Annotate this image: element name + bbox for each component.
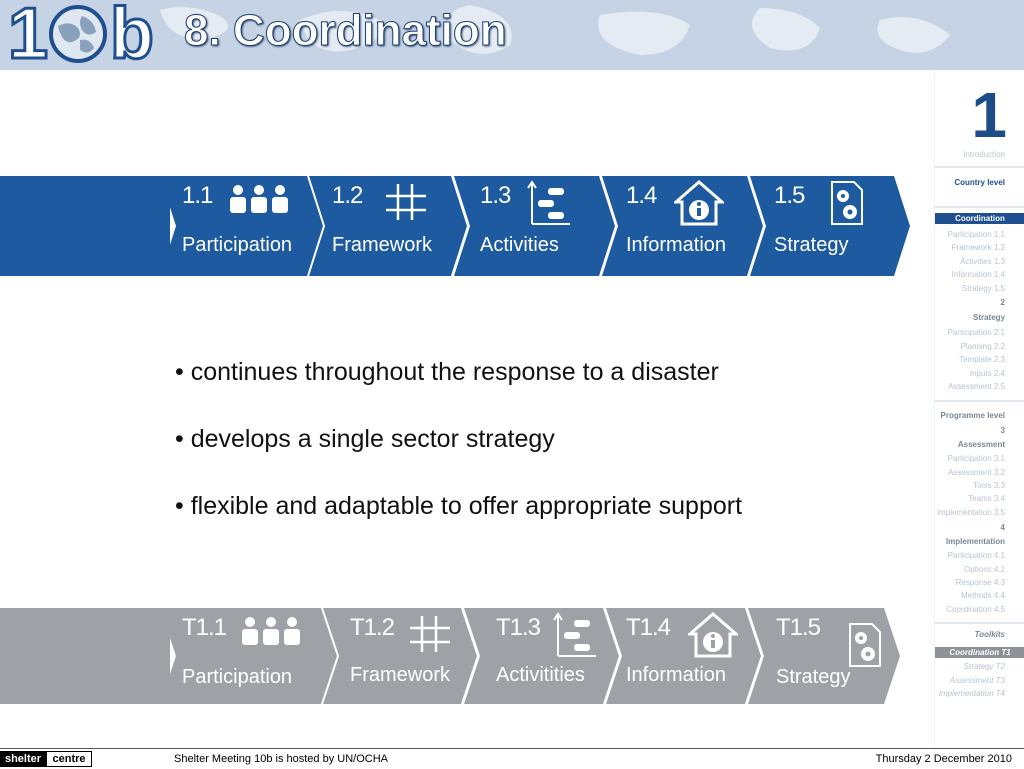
footer (0, 748, 1024, 769)
bullet-item: • flexible and adaptable to offer appropriate support (175, 492, 743, 520)
index-item[interactable]: Information 1.4 (951, 270, 1005, 279)
index-item[interactable]: Template 2.3 (959, 355, 1005, 364)
index-programme-level[interactable]: Programme level (940, 411, 1005, 420)
index-item[interactable]: Tools 3.3 (972, 481, 1005, 490)
index-coordination-active[interactable]: Coordination (935, 213, 1024, 224)
index-section-number: 3 (1000, 426, 1005, 435)
index-item[interactable]: Activities 1.3 (960, 257, 1005, 266)
info-house-icon (674, 180, 724, 226)
globe-icon (48, 4, 108, 64)
chapter-number: 1 (971, 79, 1007, 151)
step-number: 1.2 (332, 182, 363, 209)
logo-10b (8, 0, 152, 70)
index-item[interactable]: Implementation 3.5 (936, 508, 1005, 517)
country-level-steps-bar (0, 176, 910, 276)
section-index (934, 70, 1024, 750)
step-number: 1.1 (182, 182, 213, 209)
step-number: 1.5 (774, 182, 805, 209)
flowchart-icon (526, 180, 572, 226)
brand-shelter: shelter (0, 751, 46, 767)
step-label: Framework (350, 664, 451, 686)
index-item[interactable]: Strategy 1.5 (961, 284, 1005, 293)
step-1-5-strategy[interactable] (774, 176, 884, 276)
step-label: Activities (480, 234, 559, 256)
header-banner (0, 0, 1024, 70)
index-item[interactable]: Assessment 2.5 (948, 382, 1005, 391)
flowchart-icon (552, 612, 598, 658)
step-label: Information (626, 664, 727, 686)
step-number: T1.1 (182, 614, 227, 641)
step-t1-2-framework[interactable] (350, 608, 460, 704)
index-divider (935, 400, 1024, 402)
step-number: 1.4 (626, 182, 657, 209)
index-divider (935, 206, 1024, 208)
index-section-title[interactable]: Assessment (957, 440, 1005, 449)
step-label: Strategy (774, 234, 849, 256)
step-1-1-participation[interactable] (182, 176, 302, 276)
gears-document-icon (848, 622, 882, 668)
step-number: T1.5 (776, 614, 821, 641)
step-label: Participation (182, 666, 293, 688)
step-label: Information (626, 234, 727, 256)
footer-date: Thursday 2 December 2010 (875, 753, 1012, 765)
index-toolkits[interactable]: Toolkits (974, 630, 1005, 639)
index-section-number: 2 (1000, 298, 1005, 307)
page-title: 8. Coordination (184, 6, 507, 55)
index-item[interactable]: Teams 3.4 (968, 494, 1005, 503)
step-number: 1.3 (480, 182, 511, 209)
step-t1-4-information[interactable] (626, 608, 742, 704)
step-1-4-information[interactable] (626, 176, 746, 276)
step-1-3-activities[interactable] (480, 176, 590, 276)
index-item[interactable]: Assessment 3.2 (948, 468, 1005, 477)
index-item[interactable]: Options 4.2 (964, 565, 1005, 574)
index-item[interactable]: Strategy T2 (963, 662, 1005, 671)
index-divider (935, 622, 1024, 624)
step-1-2-framework[interactable] (332, 176, 452, 276)
step-number: T1.2 (350, 614, 395, 641)
index-divider (935, 166, 1024, 168)
index-section-title[interactable]: Implementation (945, 537, 1005, 546)
step-label: Participation (182, 234, 293, 256)
index-item[interactable]: Coordination 4.5 (946, 605, 1005, 614)
index-item[interactable]: Framework 1.2 (951, 243, 1005, 252)
index-item[interactable]: Methods 4.4 (960, 591, 1005, 600)
step-t1-5-strategy[interactable] (776, 608, 880, 704)
people-icon (240, 612, 302, 648)
brand-centre: centre (46, 751, 92, 767)
step-label: Framework (332, 234, 433, 256)
step-number: T1.4 (626, 614, 671, 641)
index-coordination-t1-active[interactable]: Coordination T1 (935, 647, 1024, 658)
step-label: Strategy (776, 666, 851, 688)
bullet-item: • continues throughout the response to a disaster (175, 358, 719, 386)
index-introduction[interactable]: Introduction (963, 150, 1005, 159)
step-number: T1.3 (496, 614, 541, 641)
bullet-item: • develops a single sector strategy (175, 425, 555, 453)
index-item[interactable]: Implementation T4 (938, 689, 1005, 698)
index-section-title[interactable]: Strategy (972, 313, 1005, 322)
grid-icon (408, 612, 452, 656)
step-t1-1-participation[interactable] (182, 608, 312, 704)
toolkit-steps-bar (0, 608, 910, 708)
footer-hosted-text: Shelter Meeting 10b is hosted by UN/OCHA (174, 753, 388, 765)
index-item[interactable]: Participation 4.1 (947, 551, 1005, 560)
logo-letter: b (110, 0, 153, 70)
index-item[interactable]: Inputs 2.4 (969, 369, 1005, 378)
index-item[interactable]: Participation 2.1 (947, 328, 1005, 337)
index-item[interactable]: Response 4.3 (955, 578, 1005, 587)
index-item[interactable]: Participation 3.1 (947, 454, 1005, 463)
gears-document-icon (830, 180, 864, 226)
grid-icon (384, 180, 428, 224)
step-label: Activitities (496, 664, 585, 686)
world-map-background (0, 0, 1024, 70)
index-item[interactable]: Planning 2.2 (960, 342, 1005, 351)
index-country-level[interactable]: Country level (954, 178, 1005, 187)
logo-digit: 1 (8, 0, 47, 70)
people-icon (228, 180, 290, 216)
step-t1-3-activities[interactable] (496, 608, 606, 704)
index-item[interactable]: Assessment T3 (949, 676, 1005, 685)
bullet-list (175, 358, 875, 559)
index-section-number: 4 (1000, 523, 1005, 532)
index-item[interactable]: Participation 1.1 (947, 230, 1005, 239)
info-house-icon (688, 612, 738, 658)
